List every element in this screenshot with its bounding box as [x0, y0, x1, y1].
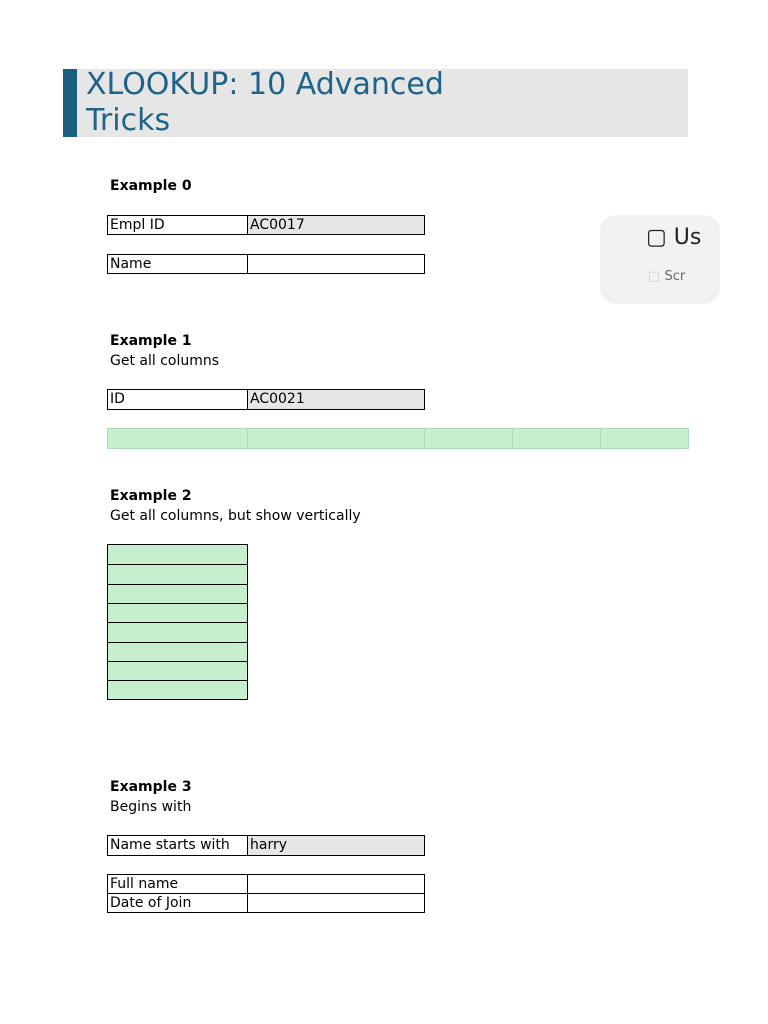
page-title: XLOOKUP: 10 Advanced Tricks	[86, 67, 444, 138]
bulb-icon: ▢	[646, 225, 667, 250]
result-cell[interactable]	[107, 642, 248, 662]
id-label[interactable]: ID	[107, 389, 248, 410]
result-cell[interactable]	[107, 680, 248, 700]
result-cell[interactable]	[107, 428, 248, 449]
result-cell[interactable]	[107, 622, 248, 643]
example1-heading: Example 1	[110, 333, 192, 349]
name-result-cell[interactable]	[247, 254, 425, 274]
id-input[interactable]: AC0021	[247, 389, 425, 410]
example3-heading: Example 3	[110, 779, 192, 795]
empl-id-input[interactable]: AC0017	[247, 215, 425, 235]
empl-id-label[interactable]: Empl ID	[107, 215, 248, 235]
full-name-label[interactable]: Full name	[107, 874, 248, 894]
result-cell[interactable]	[107, 584, 248, 604]
example3-description: Begins with	[110, 799, 192, 815]
result-cell[interactable]	[424, 428, 513, 449]
starts-with-input[interactable]: harry	[247, 835, 425, 856]
result-cell[interactable]	[107, 661, 248, 681]
example2-heading: Example 2	[110, 488, 192, 504]
date-of-join-label[interactable]: Date of Join	[107, 893, 248, 913]
full-name-result-cell[interactable]	[247, 874, 425, 894]
example2-description: Get all columns, but show vertically	[110, 508, 361, 524]
date-of-join-result-cell[interactable]	[247, 893, 425, 913]
result-cell[interactable]	[107, 544, 248, 565]
info-icon: ▢	[648, 269, 661, 284]
result-cell[interactable]	[247, 428, 425, 449]
result-cell[interactable]	[512, 428, 601, 449]
result-cell[interactable]	[600, 428, 689, 449]
tip-card-title: ▢ Us	[646, 225, 702, 250]
name-label[interactable]: Name	[107, 254, 248, 274]
starts-with-label[interactable]: Name starts with	[107, 835, 248, 856]
tip-card-subtitle: ▢ Scr	[648, 269, 686, 284]
example1-description: Get all columns	[110, 353, 220, 369]
example0-heading: Example 0	[110, 178, 192, 194]
result-cell[interactable]	[107, 564, 248, 585]
title-accent-bar	[63, 69, 77, 137]
result-cell[interactable]	[107, 603, 248, 623]
